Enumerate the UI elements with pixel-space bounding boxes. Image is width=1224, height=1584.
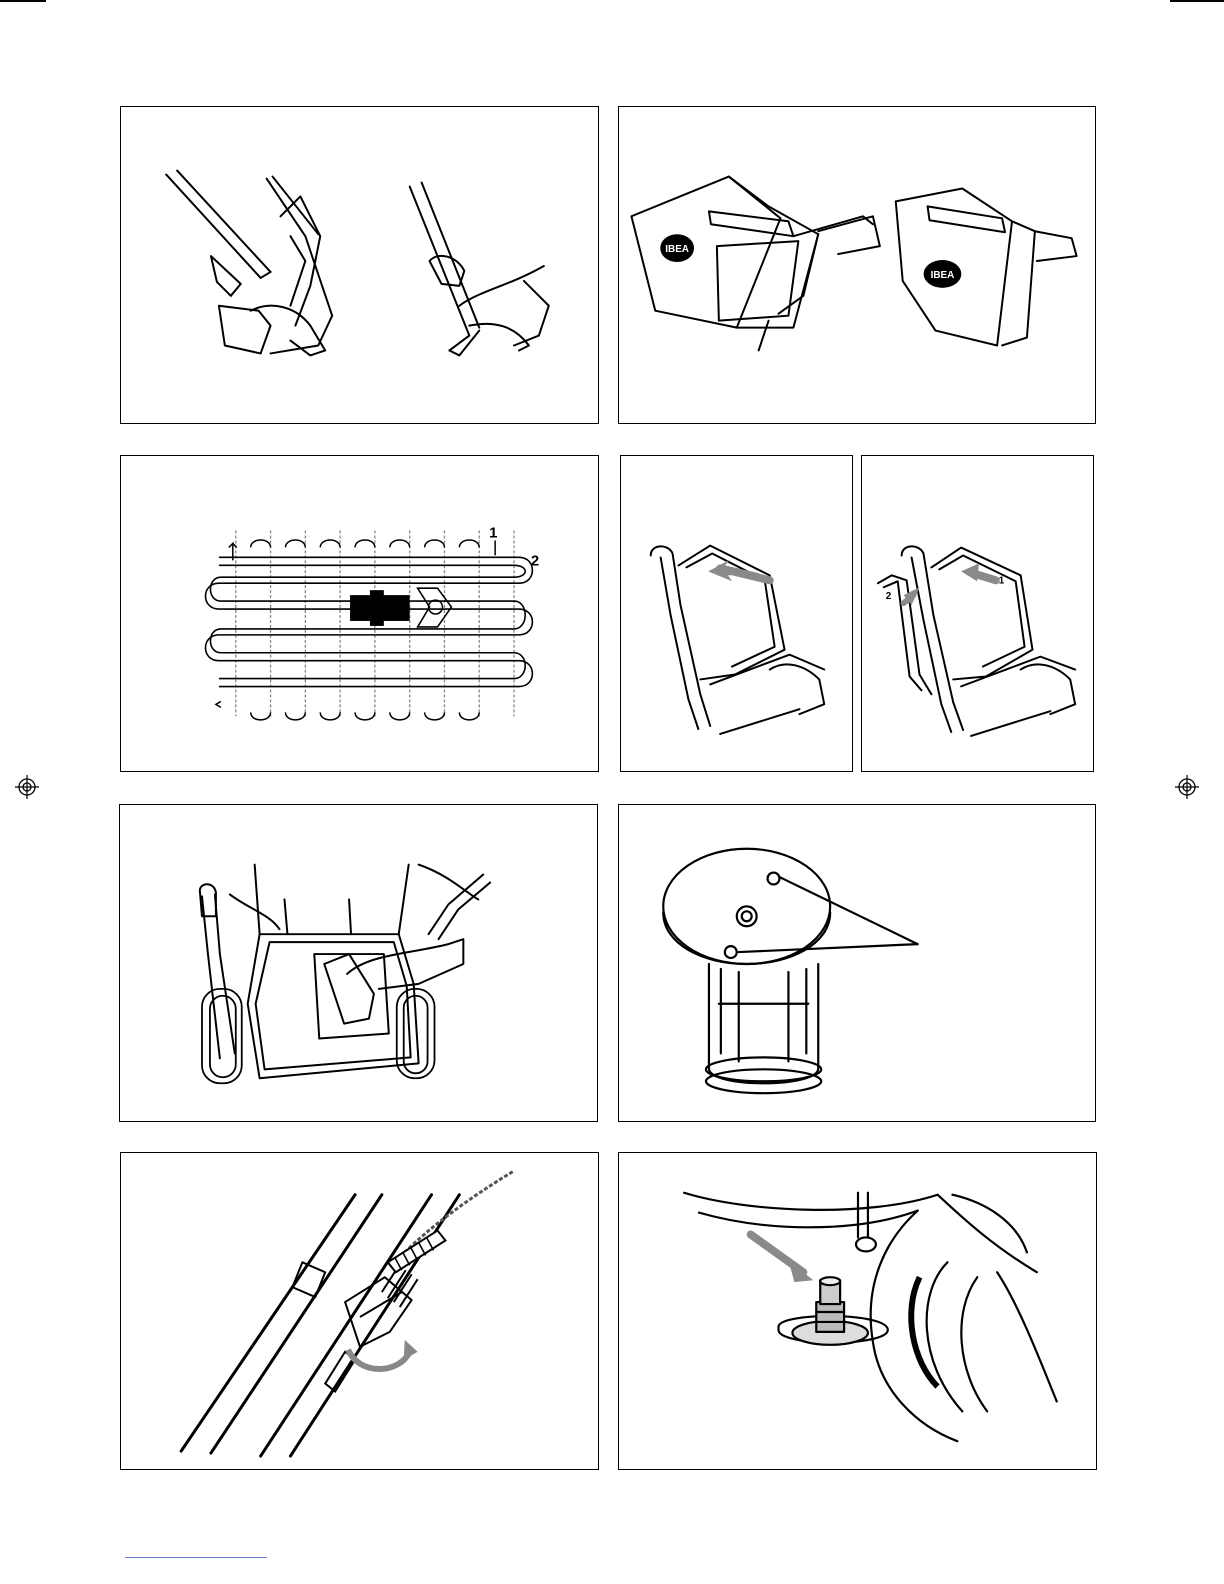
figure-cable-adjustment <box>120 1152 599 1470</box>
blade-holder-illustration <box>619 805 1095 1121</box>
attach-label-2: 2 <box>885 591 892 603</box>
figure-grease-nipple <box>618 1152 1097 1470</box>
underside-cleaning-illustration <box>120 805 597 1121</box>
grassbox-attach-b-illustration <box>862 456 1093 771</box>
figure-underside-cleaning <box>119 804 598 1122</box>
figure-grassbox-assembly <box>618 106 1096 424</box>
grassbox-logo-right: IBEA <box>930 269 955 281</box>
mowing-label-2: 2 <box>530 553 540 570</box>
grassbox-illustration <box>619 107 1095 423</box>
crop-mark-top-left <box>0 0 46 2</box>
grease-nipple-illustration <box>619 1153 1096 1469</box>
attach-label-1: 1 <box>998 575 1005 587</box>
figure-grassbox-attach-a <box>620 455 853 772</box>
grassbox-logo-left: IBEA <box>665 244 689 256</box>
mowing-pattern-illustration <box>121 456 598 771</box>
figure-handle-mounting <box>120 106 599 424</box>
figure-mowing-pattern <box>120 455 599 772</box>
registration-mark-right <box>1175 775 1199 799</box>
handle-mounting-illustration <box>121 107 598 423</box>
mowing-label-1: 1 <box>489 525 498 542</box>
crop-mark-top-right <box>1170 0 1224 2</box>
cable-adjustment-illustration <box>121 1153 598 1469</box>
figure-grassbox-attach-b <box>861 455 1094 772</box>
registration-mark-left <box>15 775 39 799</box>
figure-blade-holder <box>618 804 1096 1122</box>
footer-rule <box>125 1557 267 1558</box>
grassbox-attach-a-illustration <box>621 456 852 771</box>
